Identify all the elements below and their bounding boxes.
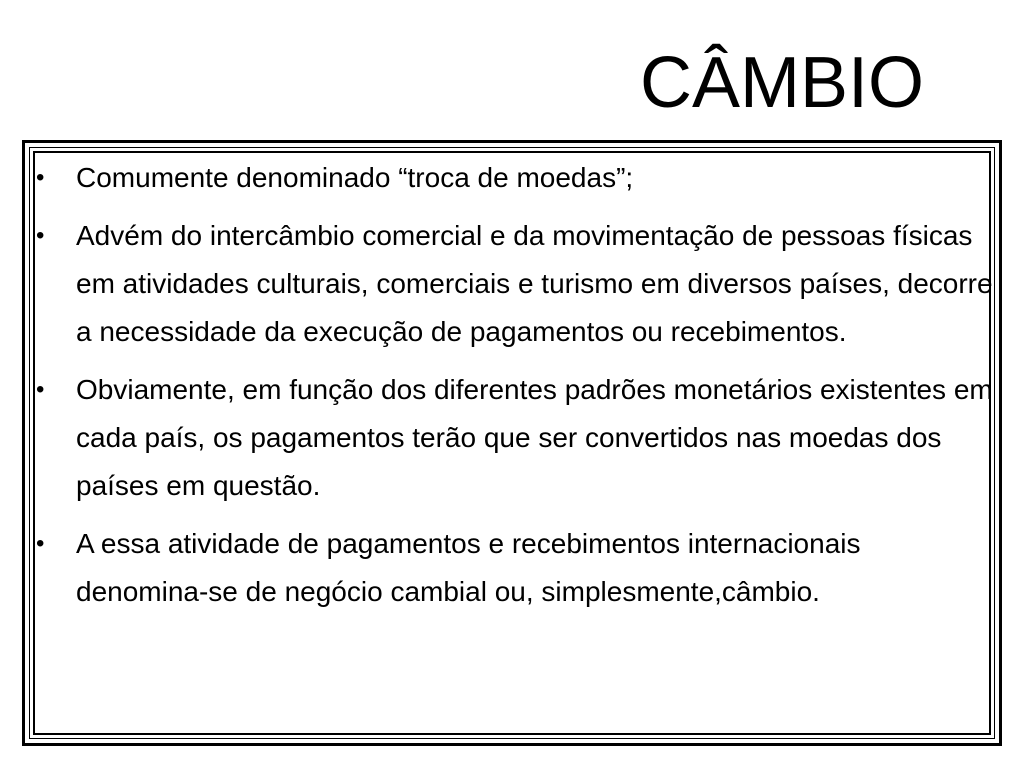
bullet-text: A essa atividade de pagamentos e recebimentos internacionais denomina-se de negócio cambial ou, simplesmente,câmbio. bbox=[76, 528, 861, 607]
bullet-dot-icon: • bbox=[36, 530, 45, 557]
bullet-dot-icon: • bbox=[36, 222, 45, 249]
bullet-item bbox=[36, 366, 996, 510]
bullet-item bbox=[36, 154, 996, 202]
bullet-list bbox=[36, 154, 996, 626]
bullet-dot-icon: • bbox=[36, 376, 45, 403]
bullet-item bbox=[36, 212, 996, 356]
bullet-text: Advém do intercâmbio comercial e da movimentação de pessoas físicas em atividades culturais, comerciais e turismo em diversos países, decorre a necessidade da execução de pagamentos ou recebimentos. bbox=[76, 220, 993, 347]
bullet-dot-icon: • bbox=[36, 164, 45, 191]
bullet-text: Comumente denominado “troca de moedas”; bbox=[76, 162, 634, 193]
bullet-item bbox=[36, 520, 996, 616]
slide-title: CÂMBIO bbox=[639, 43, 924, 123]
bullet-text: Obviamente, em função dos diferentes padrões monetários existentes em cada país, os pagamentos terão que ser convertidos nas moedas dos países em questão. bbox=[76, 374, 993, 501]
